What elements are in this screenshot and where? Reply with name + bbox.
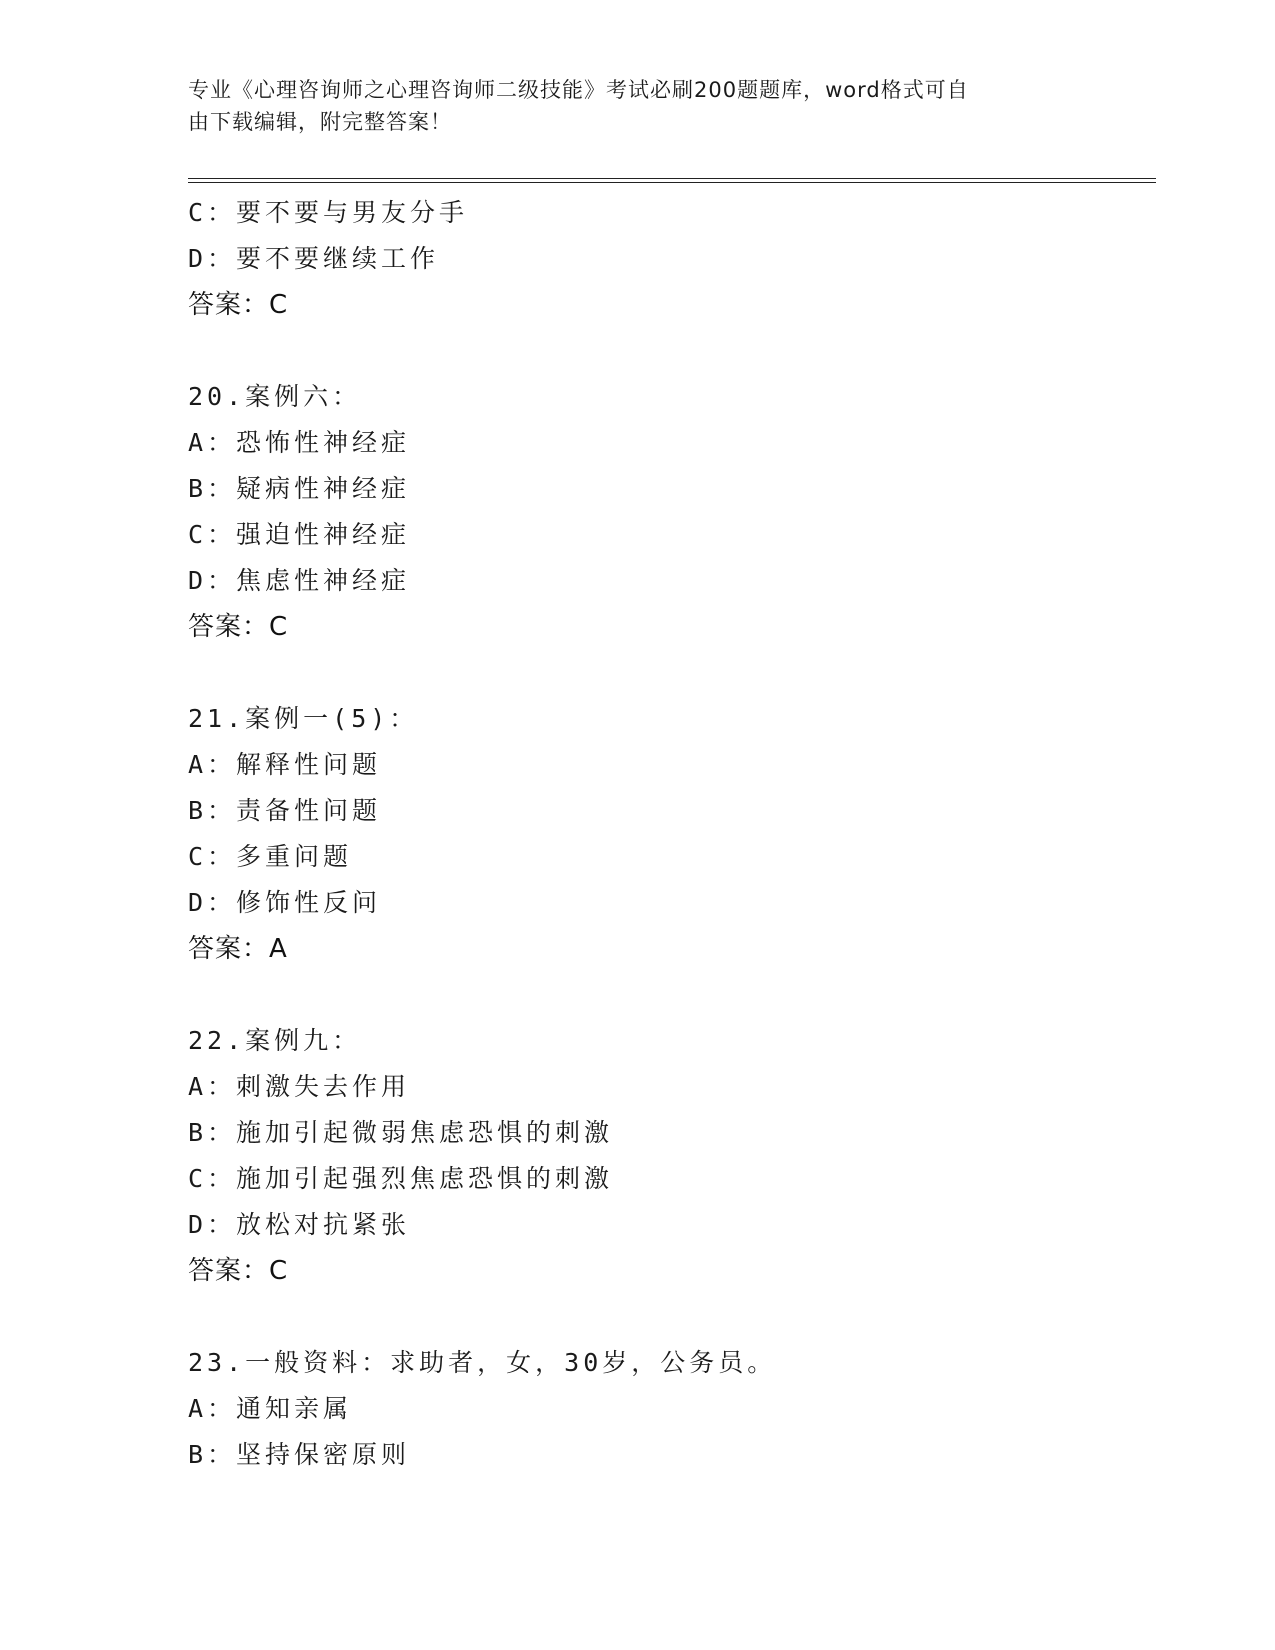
option-a: A：通知亲属 bbox=[188, 1394, 353, 1423]
question-block bbox=[188, 1340, 1148, 1478]
header-line-1: 专业《心理咨询师之心理咨询师二级技能》考试必刷200题题库，word格式可自 bbox=[188, 78, 969, 102]
question-title: 20.案例六： bbox=[188, 382, 362, 411]
block-spacer bbox=[188, 328, 1148, 374]
option-a: A：解释性问题 bbox=[188, 750, 382, 779]
option-d: D：放松对抗紧张 bbox=[188, 1210, 411, 1239]
question-title: 21.案例一(5)： bbox=[188, 704, 419, 733]
document-header bbox=[188, 74, 1068, 138]
question-block bbox=[188, 696, 1148, 972]
block-spacer bbox=[188, 1294, 1148, 1340]
option-b: B：施加引起微弱焦虑恐惧的刺激 bbox=[188, 1118, 614, 1147]
answer-line: 答案：C bbox=[188, 612, 289, 642]
option-d: D：修饰性反问 bbox=[188, 888, 382, 917]
option-a: A：刺激失去作用 bbox=[188, 1072, 411, 1101]
option-b: B：责备性问题 bbox=[188, 796, 382, 825]
option-d: D：要不要继续工作 bbox=[188, 244, 440, 273]
answer-line: 答案：C bbox=[188, 290, 289, 320]
header-line-2: 由下载编辑，附完整答案！ bbox=[188, 110, 452, 134]
block-spacer bbox=[188, 972, 1148, 1018]
option-b: B：疑病性神经症 bbox=[188, 474, 411, 503]
option-d: D：焦虑性神经症 bbox=[188, 566, 411, 595]
option-c: C：施加引起强烈焦虑恐惧的刺激 bbox=[188, 1164, 614, 1193]
question-block bbox=[188, 374, 1148, 650]
question-title: 23.一般资料：求助者，女，30岁，公务员。 bbox=[188, 1348, 777, 1377]
question-title: 22.案例九： bbox=[188, 1026, 362, 1055]
answer-line: 答案：A bbox=[188, 934, 288, 964]
header-divider bbox=[188, 178, 1156, 183]
option-c: C：强迫性神经症 bbox=[188, 520, 411, 549]
question-list bbox=[188, 190, 1148, 1478]
answer-line: 答案：C bbox=[188, 1256, 289, 1286]
option-c: C：多重问题 bbox=[188, 842, 353, 871]
question-block bbox=[188, 190, 1148, 328]
block-spacer bbox=[188, 650, 1148, 696]
option-c: C：要不要与男友分手 bbox=[188, 198, 469, 227]
option-b: B：坚持保密原则 bbox=[188, 1440, 411, 1469]
question-block bbox=[188, 1018, 1148, 1294]
option-a: A：恐怖性神经症 bbox=[188, 428, 411, 457]
